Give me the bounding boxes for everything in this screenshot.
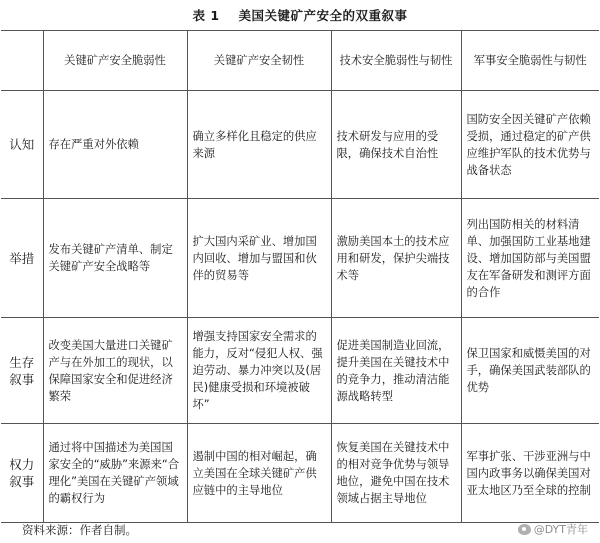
table-cell: 恢复美国在关键技术中的相对竞争优势与领导地位，避免中国在技术领域占据主导地位 (331, 424, 461, 523)
header-tech-security: 技术安全脆弱性与韧性 (331, 31, 461, 91)
table-cell: 发布关键矿产清单、制定关键矿产安全战略等 (43, 199, 187, 318)
table-cell: 增强支持国家安全需求的能力，反对“侵犯人权、强迫劳动、暴力冲突以及(居民)健康受损和环境被破坏” (187, 318, 331, 424)
table-cell: 遏制中国的相对崛起，确立美国在全球关键矿产供应链中的主导地位 (187, 424, 331, 523)
source-note: 资料来源：作者自制。 (22, 523, 137, 537)
watermark-text: @DYT青年 (533, 523, 588, 536)
table-cell: 确立多样化且稳定的供应来源 (187, 91, 331, 199)
table-cell: 军事扩张、干涉亚洲与中国内政事务以确保美国对亚太地区乃至全球的控制 (461, 424, 599, 523)
row-label-measures: 举措 (1, 199, 43, 318)
table-cell: 扩大国内采矿业、增加国内回收、增加与盟国和伙伴的贸易等 (187, 199, 331, 318)
watermark (518, 521, 588, 537)
table-row (1, 424, 599, 523)
header-row (1, 31, 599, 91)
header-corner (1, 31, 43, 91)
table-row (1, 91, 599, 199)
table-cell: 保卫国家和威慑美国的对手，确保美国武装部队的优势 (461, 318, 599, 424)
table-caption (0, 6, 600, 24)
narrative-table (1, 30, 599, 523)
table-title: 美国关键矿产安全的双重叙事 (238, 8, 408, 23)
table-cell: 存在严重对外依赖 (43, 91, 187, 199)
table-cell: 促进美国制造业回流，提升美国在关键技术中的竞争力，推动清洁能源战略转型 (331, 318, 461, 424)
table-cell: 改变美国大量进口关键矿产与在外加工的现状，以保障国家安全和促进经济繁荣 (43, 318, 187, 424)
weibo-icon (518, 524, 531, 535)
row-label-power-narrative: 权力叙事 (1, 424, 43, 523)
row-label-survival-narrative: 生存叙事 (1, 318, 43, 424)
table-cell: 列出国防相关的材料清单、加强国防工业基地建设、增加国防部与美国盟友在军备研发和测评方面的合作 (461, 199, 599, 318)
header-military-security: 军事安全脆弱性与韧性 (461, 31, 599, 91)
row-label-cognition: 认知 (1, 91, 43, 199)
table-cell: 通过将中国描述为美国国家安全的“威胁”来源来“合理化”美国在关键矿产领域的霸权行为 (43, 424, 187, 523)
table-row (1, 318, 599, 424)
header-mineral-vulnerability: 关键矿产安全脆弱性 (43, 31, 187, 91)
header-mineral-resilience: 关键矿产安全韧性 (187, 31, 331, 91)
table-row (1, 199, 599, 318)
table-number: 表 1 (192, 8, 220, 23)
table-cell: 国防安全因关键矿产依赖受损，通过稳定的矿产供应维护军队的技术优势与战备状态 (461, 91, 599, 199)
table-cell: 激励美国本土的技术应用和研发，保护尖端技术等 (331, 199, 461, 318)
table-cell: 技术研发与应用的受限，确保技术自治性 (331, 91, 461, 199)
